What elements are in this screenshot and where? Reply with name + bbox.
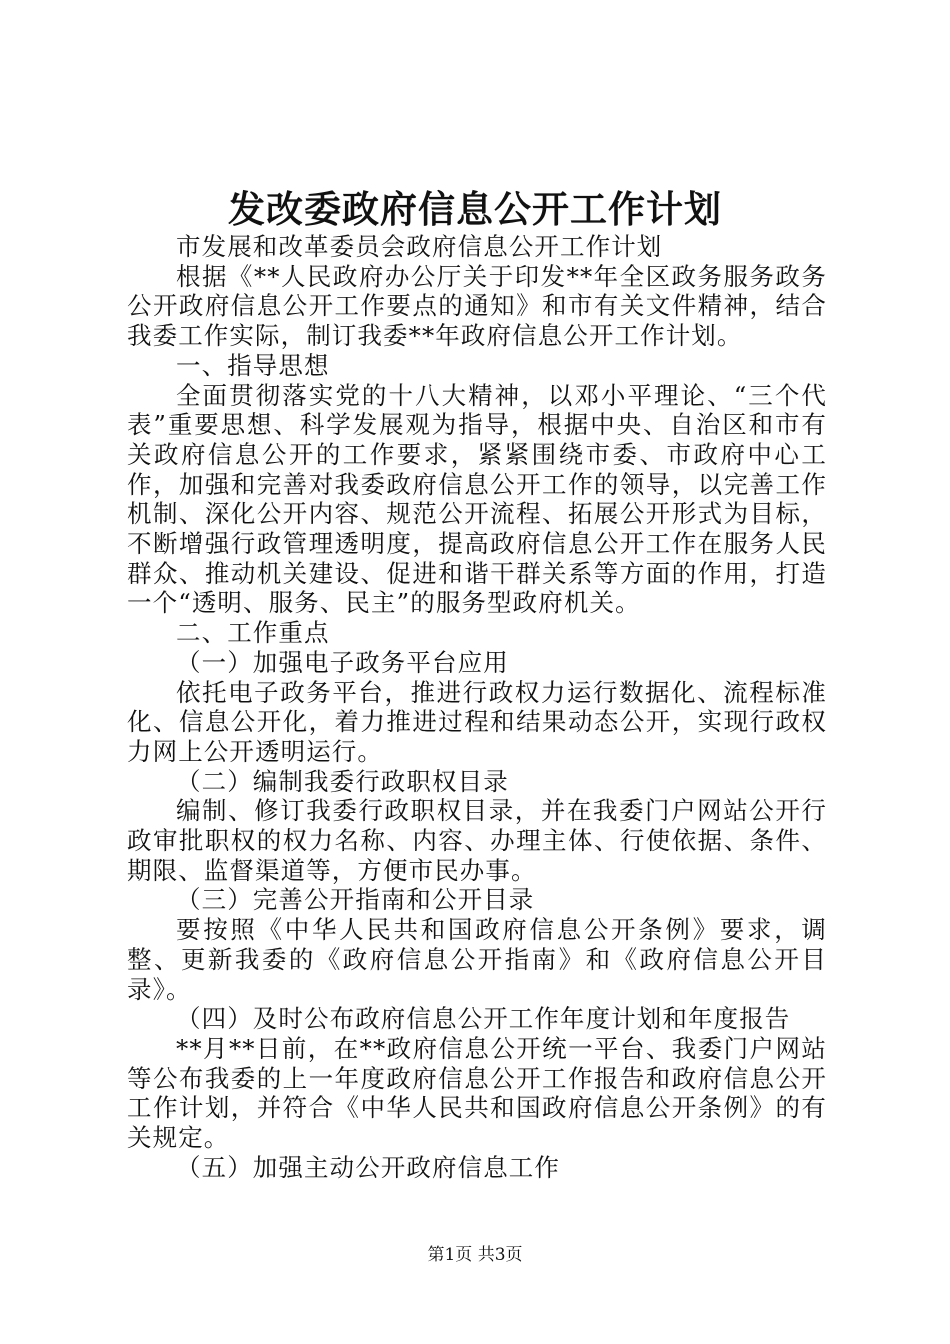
paragraph-intro: 根据《**人民政府办公厅关于印发**年全区政务服务政务公开政府信息公开工作要点的通知》和市有关文件精神，结合我委工作实际，制订我委**年政府信息公开工作计划。 — [127, 261, 827, 351]
subheading-5: （五）加强主动公开政府信息工作 — [176, 1152, 560, 1182]
section-heading-work-focus: 二、工作重点 — [176, 618, 330, 648]
paragraph-4: **月**日前，在**政府信息公开统一平台、我委门户网站等公布我委的上一年度政府信息公开工作报告和政府信息公开工作计划，并符合《中华人民共和国政府信息公开条例》的有关规定。 — [127, 1033, 827, 1153]
document-body — [127, 232, 827, 1183]
subheading-2: （二）编制我委行政职权目录 — [176, 766, 509, 796]
section-heading-guiding-thought: 一、指导思想 — [176, 350, 330, 380]
page-number-footer: 第1页 共3页 — [427, 1245, 523, 1265]
subheading-3: （三）完善公开指南和公开目录 — [176, 885, 535, 915]
subheading-1: （一）加强电子政务平台应用 — [176, 647, 509, 677]
document-title: 发改委政府信息公开工作计划 — [228, 187, 722, 231]
paragraph-2: 编制、修订我委行政职权目录，并在我委门户网站公开行政审批职权的权力名称、内容、办理主体、行使依据、条件、期限、监督渠道等，方便市民办事。 — [127, 796, 827, 885]
paragraph-3: 要按照《中华人民共和国政府信息公开条例》要求，调整、更新我委的《政府信息公开指南》和《政府信息公开目录》。 — [127, 915, 827, 1004]
subheading-4: （四）及时公布政府信息公开工作年度计划和年度报告 — [176, 1004, 791, 1034]
paragraph-1: 依托电子政务平台，推进行政权力运行数据化、流程标准化、信息公开化，着力推进过程和结果动态公开，实现行政权力网上公开透明运行。 — [127, 677, 827, 766]
paragraph-guiding-thought: 全面贯彻落实党的十八大精神，以邓小平理论、“三个代表”重要思想、科学发展观为指导，根据中央、自治区和市有关政府信息公开的工作要求，紧紧围绕市委、市政府中心工作，加强和完善对我委政府信息公开工作的领导，以完善工作机制、深化公开内容、规范公开流程、拓展公开形式为目标，不断增强行政管理透明度，提高政府信息公开工作在服务人民群众、推动机关建设、促进和谐干群关系等方面的作用，打造一个“透明、服务、民主”的服务型政府机关。 — [127, 380, 827, 618]
paragraph-subtitle: 市发展和改革委员会政府信息公开工作计划 — [176, 232, 663, 261]
